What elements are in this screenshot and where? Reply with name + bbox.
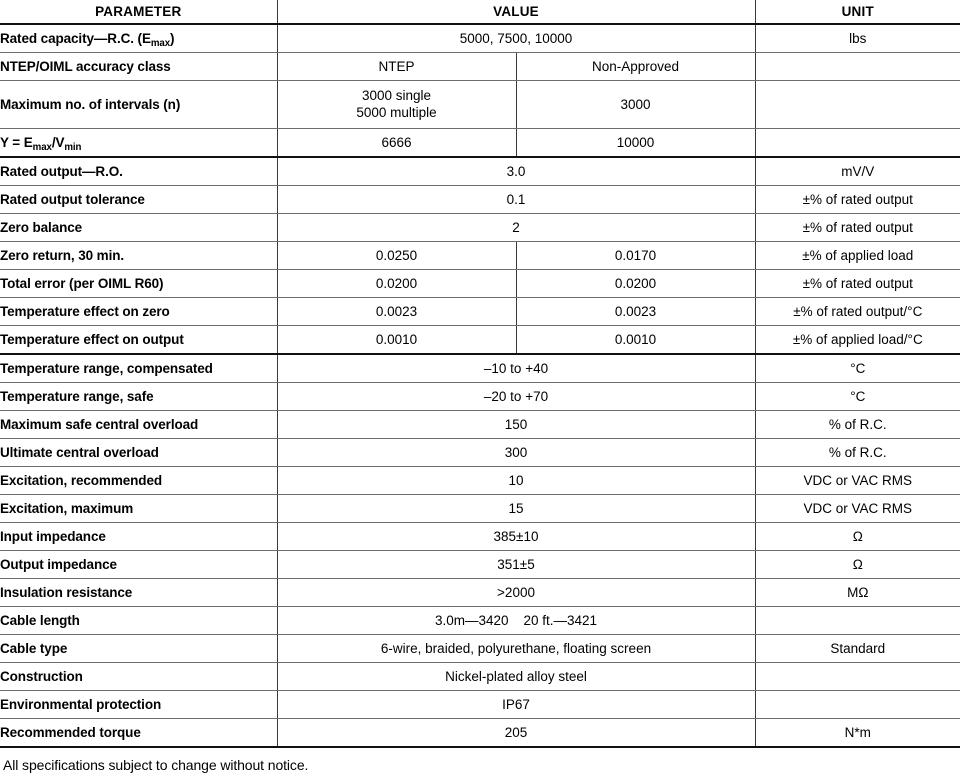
table-row [0,467,960,495]
unit-cell: ±% of rated output [755,214,960,242]
parameter-cell: Rated output tolerance [0,186,277,214]
column-header-value: VALUE [277,0,755,24]
value-cell: IP67 [277,691,755,719]
unit-cell: VDC or VAC RMS [755,467,960,495]
parameter-cell: Cable type [0,635,277,663]
unit-cell [755,129,960,158]
table-row [0,523,960,551]
value-cell: 0.1 [277,186,755,214]
table-row [0,298,960,326]
unit-cell: ±% of rated output/°C [755,298,960,326]
value-cell: 2 [277,214,755,242]
parameter-cell: Rated capacity—R.C. $(E_{max})$ [0,24,277,53]
parameter-cell: Insulation resistance [0,579,277,607]
value-cell: >2000 [277,579,755,607]
unit-cell: N*m [755,719,960,748]
unit-cell: % of R.C. [755,411,960,439]
table-row [0,439,960,467]
parameter-cell: Environmental protection [0,691,277,719]
unit-cell [755,663,960,691]
value-cell: 351±5 [277,551,755,579]
table-row [0,214,960,242]
value-cell: –20 to +70 [277,383,755,411]
parameter-cell: Excitation, maximum [0,495,277,523]
value-cell: 385±10 [277,523,755,551]
value-cell-non-approved: 0.0023 [516,298,755,326]
unit-cell [755,81,960,129]
table-row [0,326,960,355]
table-row [0,242,960,270]
parameter-cell: Construction [0,663,277,691]
value-cell-ntep: 6666 [277,129,516,158]
parameter-cell: Rated output—R.O. [0,157,277,186]
parameter-cell: Cable length [0,607,277,635]
value-cell-non-approved: 10000 [516,129,755,158]
parameter-cell: Temperature effect on zero [0,298,277,326]
table-row [0,411,960,439]
table-header-row [0,0,960,24]
unit-cell: ±% of rated output [755,270,960,298]
table-row [0,383,960,411]
unit-cell: Ω [755,523,960,551]
table-row [0,663,960,691]
unit-cell: mV/V [755,157,960,186]
unit-cell: % of R.C. [755,439,960,467]
table-row [0,157,960,186]
unit-cell: lbs [755,24,960,53]
unit-cell: ±% of applied load/°C [755,326,960,355]
unit-cell [755,53,960,81]
unit-cell: MΩ [755,579,960,607]
value-cell-ntep: 0.0010 [277,326,516,355]
parameter-cell: Zero balance [0,214,277,242]
value-cell-ntep: 0.0200 [277,270,516,298]
value-cell-ntep: 0.0250 [277,242,516,270]
value-cell: 3.0 [277,157,755,186]
parameter-cell: Maximum no. of intervals (n) [0,81,277,129]
value-cell-non-approved: Non-Approved [516,53,755,81]
parameter-cell: Excitation, recommended [0,467,277,495]
table-row [0,551,960,579]
parameter-cell: Input impedance [0,523,277,551]
parameter-cell: Temperature effect on output [0,326,277,355]
value-cell-non-approved: 0.0200 [516,270,755,298]
unit-cell: ±% of rated output [755,186,960,214]
value-cell: 10 [277,467,755,495]
unit-cell: Standard [755,635,960,663]
table-row [0,719,960,748]
value-cell: 15 [277,495,755,523]
table-row [0,579,960,607]
value-cell-ntep: 0.0023 [277,298,516,326]
parameter-cell: Output impedance [0,551,277,579]
parameter-cell: NTEP/OIML accuracy class [0,53,277,81]
value-cell: 205 [277,719,755,748]
parameter-cell: Temperature range, safe [0,383,277,411]
value-cell-ntep: 3000 single 5000 multiple [277,81,516,129]
table-row [0,495,960,523]
column-header-unit: UNIT [755,0,960,24]
table-row [0,81,960,129]
parameter-cell: $Y = E_{max}/V_{min}$ [0,129,277,158]
parameter-cell: Total error (per OIML R60) [0,270,277,298]
table-row [0,270,960,298]
value-cell-ntep: NTEP [277,53,516,81]
value-cell: 150 [277,411,755,439]
value-cell: –10 to +40 [277,354,755,383]
table-row [0,354,960,383]
table-row [0,635,960,663]
value-cell: 300 [277,439,755,467]
value-cell-non-approved: 0.0010 [516,326,755,355]
value-cell: Nickel-plated alloy steel [277,663,755,691]
value-cell: 6-wire, braided, polyurethane, floating screen [277,635,755,663]
unit-cell: Ω [755,551,960,579]
unit-cell [755,607,960,635]
parameter-cell: Zero return, 30 min. [0,242,277,270]
value-cell-non-approved: 0.0170 [516,242,755,270]
unit-cell: °C [755,383,960,411]
table-body [0,24,960,747]
parameter-cell: Temperature range, compensated [0,354,277,383]
table-row [0,24,960,53]
parameter-cell: Maximum safe central overload [0,411,277,439]
table-row [0,53,960,81]
unit-cell: °C [755,354,960,383]
unit-cell [755,691,960,719]
table-row [0,607,960,635]
parameter-cell: Ultimate central overload [0,439,277,467]
table-row [0,129,960,158]
parameter-cell: Recommended torque [0,719,277,748]
column-header-parameter: PARAMETER [0,0,277,24]
table-row [0,691,960,719]
table-row [0,186,960,214]
footnote: All specifications subject to change without notice. [3,757,309,773]
value-cell-non-approved: 3000 [516,81,755,129]
value-cell: 5000, 7500, 10000 [277,24,755,53]
unit-cell: VDC or VAC RMS [755,495,960,523]
unit-cell: ±% of applied load [755,242,960,270]
value-cell: 3.0m—3420 20 ft.—3421 [277,607,755,635]
